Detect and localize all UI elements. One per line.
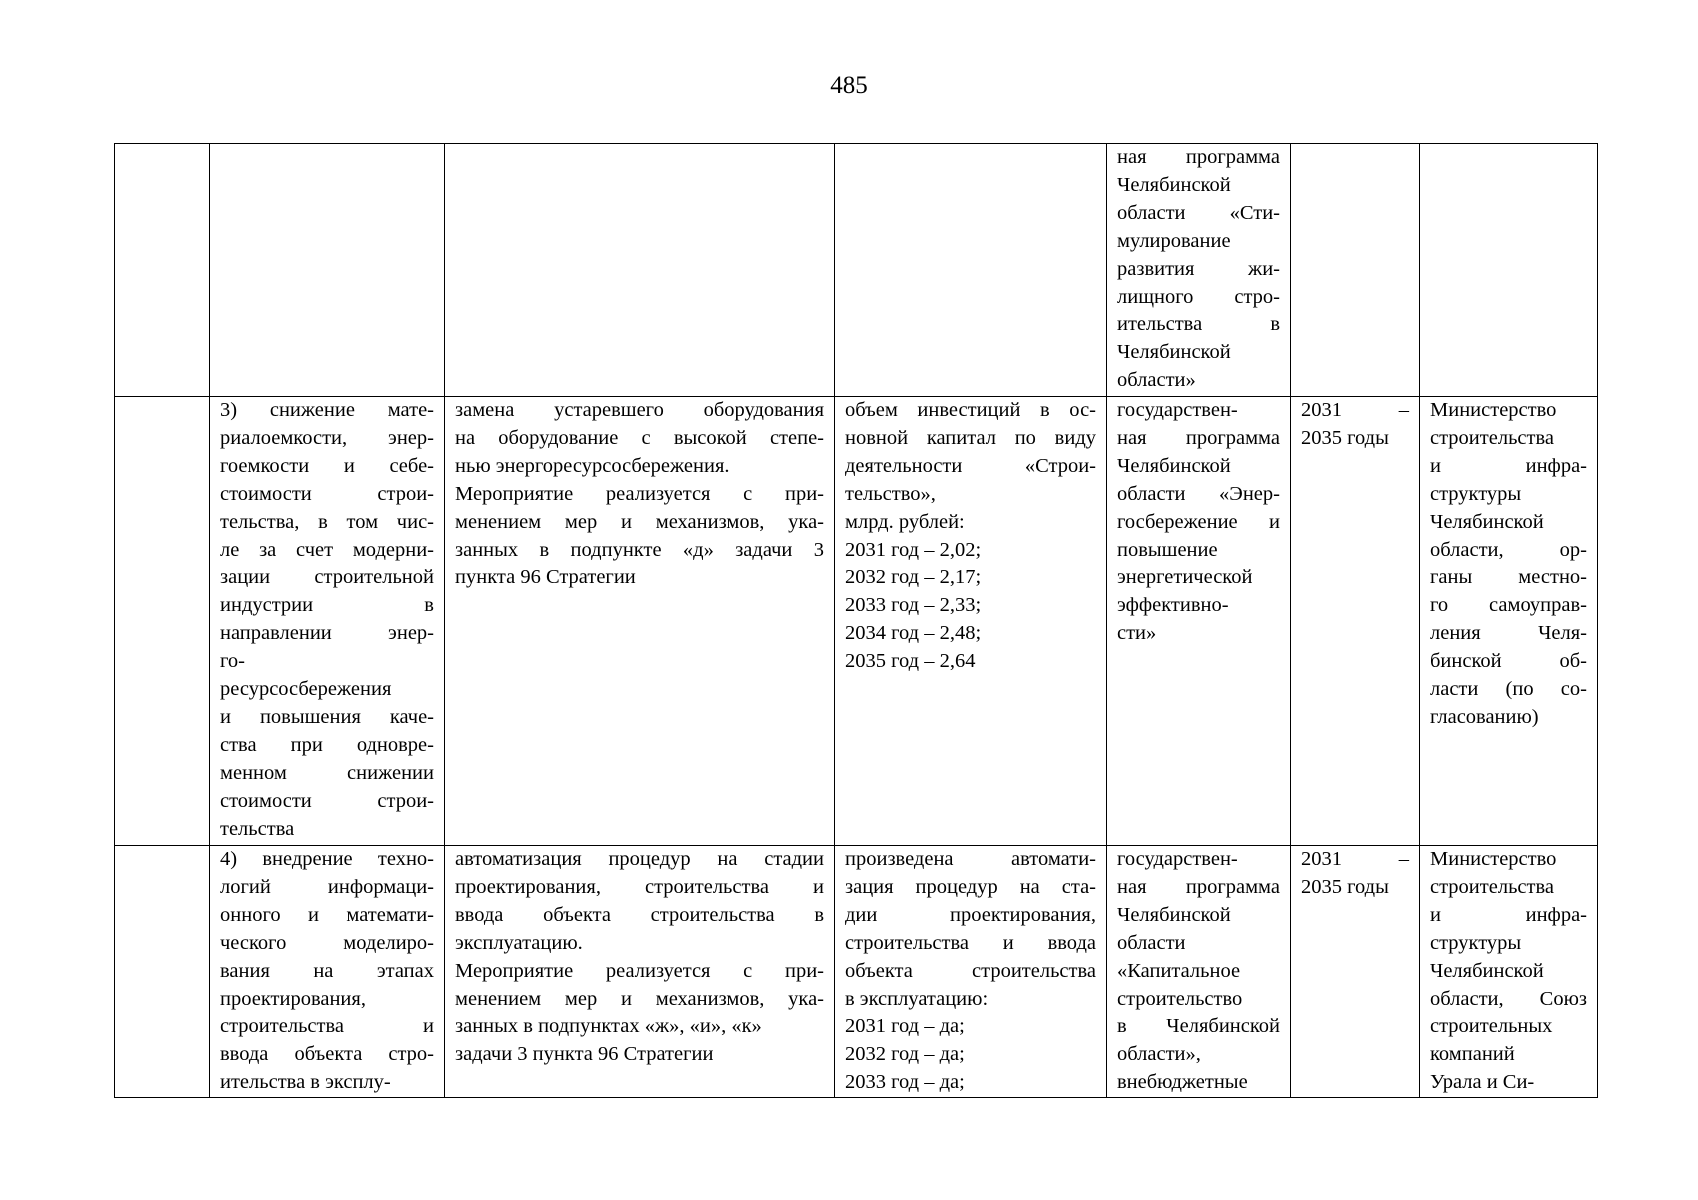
cell-text-line: ительства в bbox=[1117, 313, 1280, 336]
cell-text-line: 2031 – bbox=[1301, 848, 1409, 870]
cell-indicator bbox=[835, 144, 1107, 397]
cell-text-line: зация процедур на ста- bbox=[845, 875, 1096, 898]
cell-text-line: автоматизация процедур на стадии bbox=[455, 848, 824, 870]
cell-text-line: госбережение и bbox=[1117, 510, 1280, 533]
cell-text-line: структуры bbox=[1430, 482, 1522, 505]
cell-text-line: 2031 год – 2,02; bbox=[845, 538, 982, 561]
cell-measure bbox=[445, 397, 835, 846]
cell-period bbox=[1291, 846, 1420, 1098]
cell-program bbox=[1107, 397, 1291, 846]
cell-text-line: занных в подпунктах «ж», «и», «к» bbox=[455, 1015, 762, 1038]
cell-text-line: строительство bbox=[1117, 987, 1243, 1010]
cell-text-line: 2033 год – да; bbox=[845, 1071, 965, 1094]
cell-text-line: 2033 год – 2,33; bbox=[845, 594, 982, 617]
cell-text-line: структуры bbox=[1430, 931, 1522, 954]
cell-number bbox=[115, 144, 210, 397]
cell-program bbox=[1107, 846, 1291, 1098]
cell-text-line: в Челябинской bbox=[1117, 1015, 1280, 1038]
cell-text-line: ресурсосбережения bbox=[220, 678, 392, 701]
cell-text-line: нью энергоресурсосбережения. bbox=[455, 454, 730, 477]
cell-text-line: Министерство bbox=[1430, 848, 1557, 870]
cell-text-line: 2032 год – да; bbox=[845, 1043, 965, 1066]
cell-text-line: области, Союз bbox=[1430, 987, 1587, 1010]
cell-text-line: 4) внедрение техно- bbox=[220, 848, 434, 870]
cell-text-line: ческого моделиро- bbox=[220, 931, 434, 954]
cell-text-line: проектирования, bbox=[220, 987, 366, 1010]
cell-text-line: 2031 год – да; bbox=[845, 1015, 965, 1038]
cell-text-line: строительства bbox=[1430, 875, 1554, 898]
table-row bbox=[115, 144, 1598, 397]
cell-executor bbox=[1420, 144, 1598, 397]
cell-text-line: Мероприятие реализуется с при- bbox=[455, 482, 824, 505]
cell-text-line: «Капитальное bbox=[1117, 959, 1241, 982]
cell-text-line: деятельности «Строи- bbox=[845, 454, 1096, 477]
cell-text-line: замена устаревшего оборудования bbox=[455, 399, 824, 421]
cell-period bbox=[1291, 397, 1420, 846]
cell-text-line: Министерство bbox=[1430, 399, 1557, 421]
cell-text-line: риалоемкости, энер- bbox=[220, 426, 434, 449]
cell-text-line: энергетической bbox=[1117, 566, 1253, 589]
cell-task bbox=[210, 144, 445, 397]
cell-text-line: ввода объекта стро- bbox=[220, 1043, 434, 1066]
cell-text-line: тельства bbox=[220, 817, 295, 840]
cell-text-line: гласованию) bbox=[1430, 705, 1539, 728]
cell-text-line: менением мер и механизмов, ука- bbox=[455, 510, 824, 533]
cell-text-line: пункта 96 Стратегии bbox=[455, 566, 636, 589]
cell-number bbox=[115, 846, 210, 1098]
cell-text-line: мулирование bbox=[1117, 229, 1231, 252]
table-row bbox=[115, 397, 1598, 846]
cell-text-line: задачи 3 пункта 96 Стратегии bbox=[455, 1043, 714, 1066]
cell-indicator bbox=[835, 397, 1107, 846]
cell-text-line: 2035 годы bbox=[1301, 875, 1389, 898]
cell-text-line: ства при одновре- bbox=[220, 733, 434, 756]
cell-text-line: Мероприятие реализуется с при- bbox=[455, 959, 824, 982]
cell-text-line: онного и математи- bbox=[220, 903, 434, 926]
cell-text-line: стоимости строи- bbox=[220, 482, 434, 505]
cell-text-line: тельства, в том чис- bbox=[220, 510, 434, 533]
cell-text-line: млрд. рублей: bbox=[845, 510, 965, 533]
cell-text-line: ная программа bbox=[1117, 146, 1280, 168]
cell-text-line: вания на этапах bbox=[220, 959, 434, 982]
cell-text-line: внебюджетные bbox=[1117, 1071, 1248, 1094]
cell-text-line: ганы местно- bbox=[1430, 566, 1587, 589]
cell-text-line: индустрии в bbox=[220, 594, 434, 617]
cell-text-line: ввода объекта строительства в bbox=[455, 903, 824, 926]
cell-text-line: 2035 год – 2,64 bbox=[845, 650, 976, 673]
cell-text-line: развития жи- bbox=[1117, 257, 1280, 280]
cell-text-line: Челябинской bbox=[1117, 903, 1231, 926]
cell-text-line: области» bbox=[1117, 369, 1196, 392]
cell-text-line: Челябинской bbox=[1117, 341, 1231, 364]
cell-text-line: дии проектирования, bbox=[845, 903, 1096, 926]
cell-text-line: области «Сти- bbox=[1117, 201, 1280, 224]
cell-text-line: ная программа bbox=[1117, 875, 1280, 898]
cell-measure bbox=[445, 144, 835, 397]
cell-text-line: области bbox=[1117, 931, 1186, 954]
cell-text-line: 2031 – bbox=[1301, 399, 1409, 421]
cell-text-line: повышение bbox=[1117, 538, 1218, 561]
cell-text-line: бинской об- bbox=[1430, 650, 1587, 673]
cell-executor bbox=[1420, 397, 1598, 846]
cell-program bbox=[1107, 144, 1291, 397]
cell-text-line: Урала и Си- bbox=[1430, 1071, 1535, 1094]
cell-text-line: логий информаци- bbox=[220, 875, 434, 898]
cell-measure bbox=[445, 846, 835, 1098]
cell-text-line: ласти (по со- bbox=[1430, 678, 1587, 701]
cell-text-line: строительных bbox=[1430, 1015, 1553, 1038]
cell-text-line: Челябинской bbox=[1117, 454, 1231, 477]
cell-text-line: государствен- bbox=[1117, 848, 1238, 870]
cell-text-line: и инфра- bbox=[1430, 903, 1587, 926]
cell-text-line: строительства и ввода bbox=[845, 931, 1096, 954]
cell-period bbox=[1291, 144, 1420, 397]
cell-text-line: ная программа bbox=[1117, 426, 1280, 449]
cell-text-line: Челябинской bbox=[1430, 510, 1544, 533]
cell-text-line: сти» bbox=[1117, 622, 1157, 645]
cell-text-line: в эксплуатацию: bbox=[845, 987, 989, 1010]
cell-text-line: объекта строительства bbox=[845, 959, 1096, 982]
cell-text-line: и инфра- bbox=[1430, 454, 1587, 477]
cell-text-line: произведена автомати- bbox=[845, 848, 1096, 870]
cell-text-line: занных в подпункте «д» задачи 3 bbox=[455, 538, 824, 561]
cell-executor bbox=[1420, 846, 1598, 1098]
cell-text-line: направлении энер- bbox=[220, 622, 434, 645]
cell-text-line: тельство», bbox=[845, 482, 936, 505]
cell-indicator bbox=[835, 846, 1107, 1098]
cell-text-line: го- bbox=[220, 650, 245, 673]
cell-text-line: на оборудование с высокой степе- bbox=[455, 426, 824, 449]
cell-text-line: ительства в эксплу- bbox=[220, 1071, 391, 1094]
cell-text-line: Челябинской bbox=[1430, 959, 1544, 982]
cell-text-line: ления Челя- bbox=[1430, 622, 1587, 645]
cell-text-line: компаний bbox=[1430, 1043, 1515, 1066]
cell-text-line: строительства bbox=[1430, 426, 1554, 449]
cell-text-line: государствен- bbox=[1117, 399, 1238, 421]
page-number: 485 bbox=[830, 72, 868, 99]
cell-text-line: стоимости строи- bbox=[220, 789, 434, 812]
cell-number bbox=[115, 397, 210, 846]
cell-text-line: объем инвестиций в ос- bbox=[845, 399, 1096, 421]
cell-text-line: новной капитал по виду bbox=[845, 426, 1096, 449]
cell-text-line: области, ор- bbox=[1430, 538, 1587, 561]
cell-task bbox=[210, 846, 445, 1098]
cell-text-line: менением мер и механизмов, ука- bbox=[455, 987, 824, 1010]
cell-text-line: эффективно- bbox=[1117, 594, 1229, 617]
cell-text-line: 2034 год – 2,48; bbox=[845, 622, 982, 645]
cell-text-line: и повышения каче- bbox=[220, 705, 434, 728]
measures-table bbox=[114, 143, 1598, 1098]
cell-text-line: ле за счет модерни- bbox=[220, 538, 434, 561]
cell-text-line: 3) снижение мате- bbox=[220, 399, 434, 421]
cell-text-line: области», bbox=[1117, 1043, 1201, 1066]
cell-text-line: строительства и bbox=[220, 1015, 434, 1038]
cell-text-line: го самоуправ- bbox=[1430, 594, 1587, 617]
cell-text-line: эксплуатацию. bbox=[455, 931, 583, 954]
cell-text-line: Челябинской bbox=[1117, 173, 1231, 196]
cell-text-line: гоемкости и себе- bbox=[220, 454, 434, 477]
cell-text-line: 2032 год – 2,17; bbox=[845, 566, 982, 589]
cell-text-line: менном снижении bbox=[220, 761, 434, 784]
cell-text-line: области «Энер- bbox=[1117, 482, 1280, 505]
cell-text-line: зации строительной bbox=[220, 566, 434, 589]
cell-text-line: проектирования, строительства и bbox=[455, 875, 824, 898]
cell-task bbox=[210, 397, 445, 846]
cell-text-line: лищного стро- bbox=[1117, 285, 1280, 308]
cell-text-line: 2035 годы bbox=[1301, 426, 1389, 449]
table-row bbox=[115, 846, 1598, 1098]
